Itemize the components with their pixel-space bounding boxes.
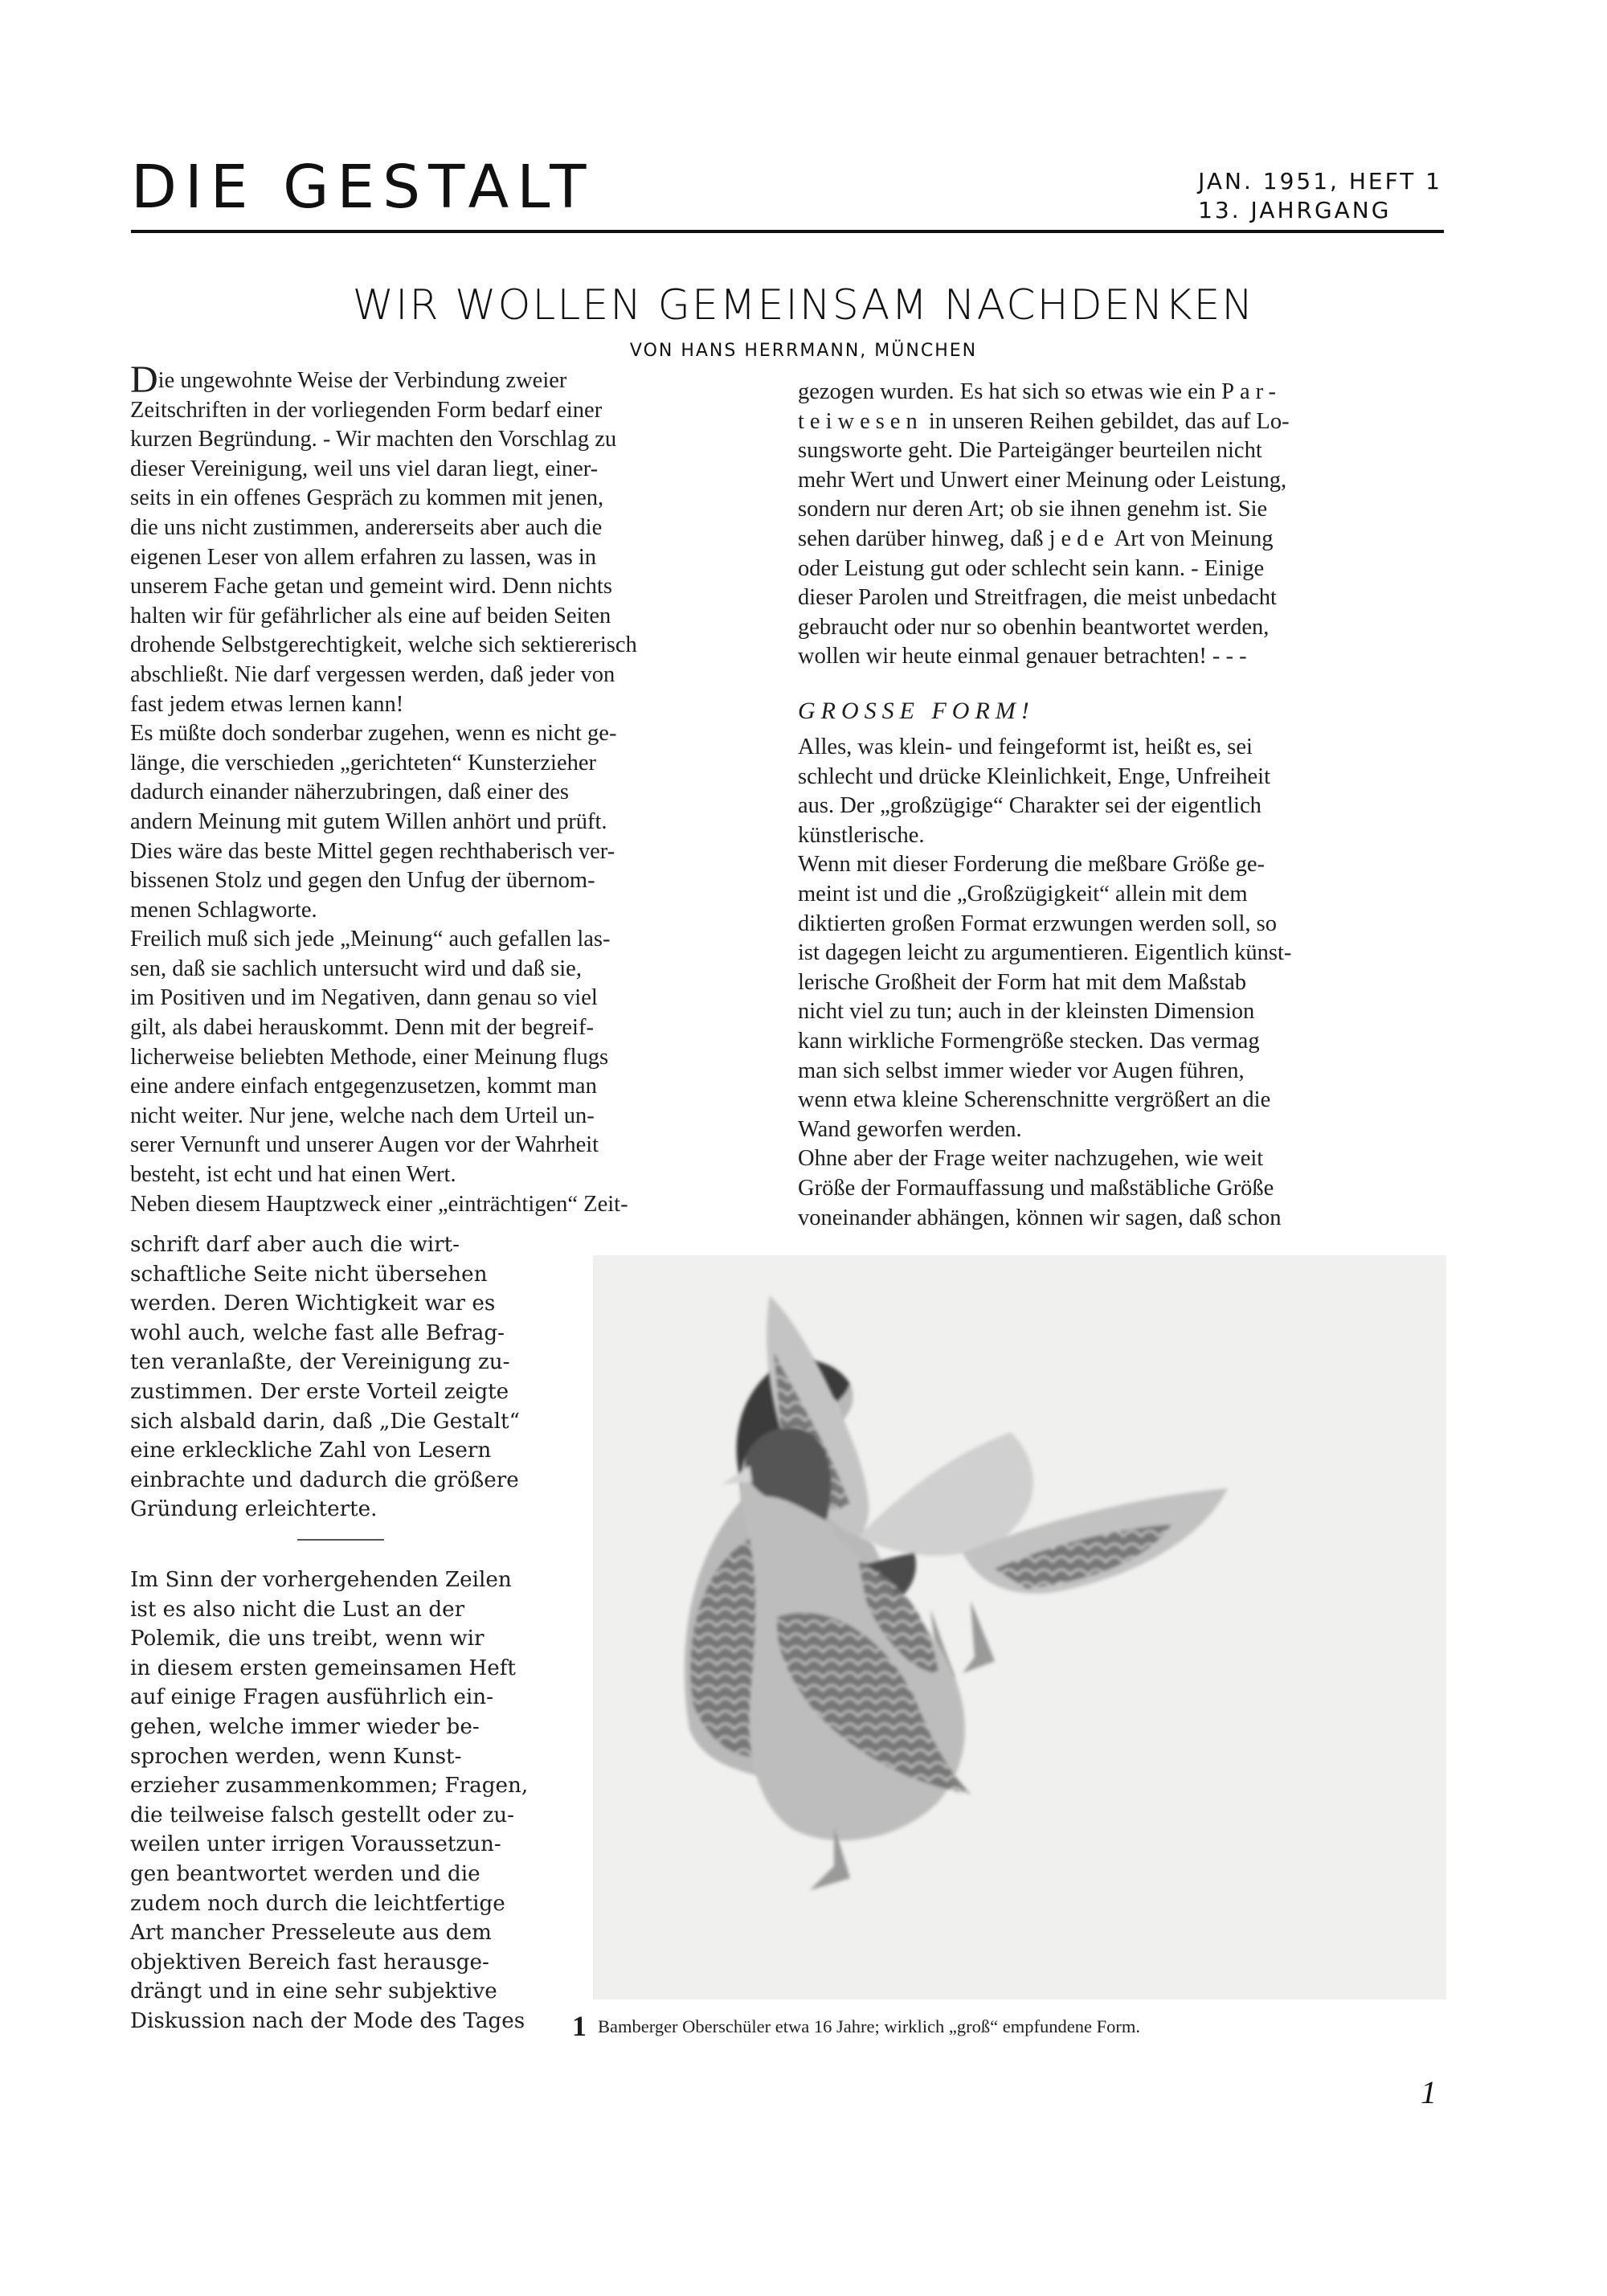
text-line: eigenen Leser von allem erfahren zu lassen, was in — [130, 544, 597, 570]
text-line: sungsworte geht. Die Parteigänger beurteilen nicht — [798, 438, 1262, 464]
text-line: gezogen wurden. Es hat sich so etwas wie ein Par- — [798, 379, 1282, 404]
text-line: abschließt. Nie darf vergessen werden, daß jeder von — [130, 661, 615, 687]
figure-caption — [572, 2009, 1140, 2043]
text-line: Polemik, die uns treibt, wenn wir — [130, 1627, 485, 1651]
text-line: Diskussion nach der Mode des Tages — [130, 2008, 525, 2033]
caption-text: Bamberger Oberschüler etwa 16 Jahre; wirklich „groß“ empfundene Form. — [598, 2016, 1140, 2036]
text-line: gen beantwortet werden und die — [130, 1861, 480, 1886]
text-line: weilen unter irrigen Voraussetzun- — [130, 1832, 501, 1857]
text-line: serer Vernunft und unserer Augen vor der Wahrheit — [130, 1132, 599, 1158]
text-line: Es müßte doch sonderbar zugehen, wenn es nicht ge- — [130, 721, 617, 747]
text-line: schlecht und drücke Kleinlichkeit, Enge, Unfreiheit — [798, 763, 1271, 789]
section-heading: GROSSE FORM! — [798, 698, 1035, 724]
text-line: Im Sinn der vorhergehenden Zeilen — [130, 1568, 512, 1592]
text-line: besteht, ist echt und hat einen Wert. — [130, 1162, 456, 1188]
ducks-drawing-icon — [593, 1255, 1446, 1999]
text-line: künstlerische. — [798, 822, 925, 848]
emphasized-text: teiwesen — [798, 408, 923, 434]
text-line: nicht viel zu tun; auch in der kleinsten Dimension — [798, 999, 1255, 1025]
article-byline: VON HANS HERRMANN, MÜNCHEN — [629, 341, 978, 361]
right-column-section-text — [798, 733, 1449, 1233]
text-line: gehen, welche immer wieder be- — [130, 1714, 480, 1739]
text-line: zustimmen. Der erste Vorteil zeigte — [130, 1379, 509, 1404]
text-line: ist dagegen leicht zu argumentieren. Eigentlich künst- — [798, 940, 1292, 966]
text-line: andern Meinung mit gutem Willen anhört und prüft. — [130, 808, 607, 834]
text-line: nicht weiter. Nur jene, welche nach dem Urteil un- — [130, 1103, 595, 1128]
text-line: die teilweise falsch gestellt oder zu- — [130, 1803, 514, 1827]
text-line: eine erkleckliche Zahl von Lesern — [130, 1439, 492, 1463]
text-line: ist es also nicht die Lust an der — [130, 1597, 465, 1622]
text-line: sprochen werden, wenn Kunst- — [130, 1744, 462, 1769]
text-line: man sich selbst immer wieder vor Augen führen, — [798, 1058, 1245, 1083]
drop-cap: D — [130, 358, 158, 401]
left-column-text — [130, 358, 789, 1219]
text-line: kurzen Begründung. - Wir machten den Vorschlag zu — [130, 427, 617, 452]
text-line: mehr Wert und Unwert einer Meinung oder Leistung, — [798, 467, 1287, 493]
text-line: licherweise beliebten Methode, einer Meinung flugs — [130, 1044, 609, 1070]
text-line: Wenn mit dieser Forderung die meßbare Größe ge- — [798, 852, 1265, 878]
text-line: menen Schlagworte. — [130, 897, 317, 923]
text-line: wenn etwa kleine Scherenschnitte vergrößert an die — [798, 1087, 1271, 1113]
issue-date: JAN. 1951, HEFT 1 — [1198, 168, 1442, 194]
text-line: erzieher zusammenkommen; Fragen, — [130, 1774, 529, 1799]
text-line: sich alsbald darin, daß „Die Gestalt“ — [130, 1409, 520, 1434]
figure-ducks-illustration — [593, 1255, 1446, 1999]
text-line: unserem Fache getan und gemeint wird. Denn nichts — [130, 574, 612, 600]
text-line: Größe der Formauffassung und maßstäbliche Größe — [798, 1175, 1274, 1201]
left-column-narrow-text — [130, 1230, 548, 1525]
text-line: sehen darüber hinweg, daß jede Art von Meinung — [798, 526, 1274, 551]
article-title: WIR WOLLEN GEMEINSAM NACHDENKEN — [352, 281, 1255, 329]
text-line: dieser Parolen und Streitfragen, die meist unbedacht — [798, 585, 1277, 611]
text-line: auf einige Fragen ausführlich ein- — [130, 1685, 494, 1710]
text-line: seits in ein offenes Gespräch zu kommen mit jenen, — [130, 485, 604, 511]
section-divider — [297, 1539, 384, 1541]
page-number: 1 — [1421, 2074, 1437, 2110]
text-line: einbrachte und dadurch die größere — [130, 1467, 519, 1492]
text-line: zudem noch durch die leichtfertige — [130, 1891, 505, 1916]
text-line: Wand geworfen werden. — [798, 1116, 1022, 1142]
text-line: in diesem ersten gemeinsamen Heft — [130, 1655, 516, 1680]
issue-info — [1198, 167, 1442, 225]
text-line: lerische Großheit der Form hat mit dem Maßstab — [798, 969, 1246, 995]
text-line: schrift darf aber auch die wirt- — [130, 1233, 460, 1257]
masthead-title: DIE GESTALT — [131, 153, 595, 222]
text-line: dieser Vereinigung, weil uns viel daran liegt, einer- — [130, 456, 599, 481]
emphasized-text: jede — [1049, 526, 1110, 551]
text-line: wollen wir heute einmal genauer betrachten! - - - — [798, 644, 1247, 669]
text-line: objektiven Bereich fast herausge- — [130, 1950, 489, 1975]
text-line: meint ist und die „Großzügigkeit“ allein mit dem — [798, 881, 1248, 907]
text-line: dadurch einander näherzubringen, daß einer des — [130, 780, 569, 805]
text-line: die uns nicht zustimmen, andererseits aber auch die — [130, 514, 603, 540]
text-line: Gründung erleichterte. — [130, 1497, 378, 1522]
figure-number: 1 — [572, 2010, 587, 2042]
text-line: Alles, was klein- und feingeformt ist, heißt es, sei — [798, 735, 1253, 759]
text-line: diktierten großen Format erzwungen werden soll, so — [798, 911, 1277, 936]
text-line: sondern nur deren Art; ob sie ihnen genehm ist. Sie — [798, 497, 1268, 522]
text-line: fast jedem etwas lernen kann! — [130, 691, 404, 717]
masthead-divider — [131, 230, 1444, 233]
text-line: Freilich muß sich jede „Meinung“ auch gefallen las- — [130, 927, 611, 952]
text-line: Neben diesem Hauptzweck einer „einträchtigen“ Zeit- — [130, 1191, 628, 1217]
text-line: kann wirkliche Formengröße stecken. Das vermag — [798, 1028, 1260, 1054]
text-line: im Positiven und im Negativen, dann genau so viel — [130, 985, 598, 1011]
text-line: eine andere einfach entgegenzusetzen, kommt man — [130, 1074, 597, 1099]
text-line: bissenen Stolz und gegen den Unfug der übernom- — [130, 868, 595, 894]
right-column-text — [798, 378, 1449, 672]
text-line: voneinander abhängen, können wir sagen, daß schon — [798, 1205, 1282, 1230]
text-line: länge, die verschieden „gerichteten“ Kunsterzieher — [130, 750, 596, 776]
text-line: sen, daß sie sachlich untersucht wird und daß sie, — [130, 956, 582, 981]
text-line: ten veranlaßte, der Vereinigung zu- — [130, 1350, 510, 1375]
text-line: wohl auch, welche fast alle Befrag- — [130, 1320, 505, 1345]
text-line: werden. Deren Wichtigkeit war es — [130, 1291, 496, 1316]
text-line: drohende Selbstgerechtigkeit, welche sich sektiererisch — [130, 632, 637, 658]
left-column-lower-text — [130, 1565, 564, 2036]
volume-number: 13. JAHRGANG — [1198, 197, 1392, 223]
text-line: aus. Der „großzügige“ Charakter sei der eigentlich — [798, 793, 1261, 819]
text-line: halten wir für gefährlicher als eine auf beiden Seiten — [130, 603, 611, 628]
emphasized-text: Par- — [1221, 379, 1282, 404]
text-line: teiwesen in unseren Reihen gebildet, das auf Lo- — [798, 408, 1290, 434]
text-line: oder Leistung gut oder schlecht sein kann. - Einige — [798, 555, 1265, 581]
text-line: gilt, als dabei herauskommt. Denn mit der begreif- — [130, 1015, 594, 1041]
text-line: Art mancher Presseleute aus dem — [130, 1921, 492, 1946]
text-line: drängt und in eine sehr subjektive — [130, 1979, 497, 2004]
text-line: Zeitschriften in der vorliegenden Form bedarf einer — [130, 397, 603, 423]
text-line: Ohne aber der Frage weiter nachzugehen, wie weit — [798, 1146, 1264, 1172]
text-line: gebraucht oder nur so obenhin beantwortet werden, — [798, 614, 1270, 640]
text-line: Dies wäre das beste Mittel gegen rechthaberisch ver- — [130, 838, 615, 864]
text-line: schaftliche Seite nicht übersehen — [130, 1262, 488, 1287]
first-line: Die ungewohnte Weise der Verbindung zweier — [130, 358, 567, 401]
